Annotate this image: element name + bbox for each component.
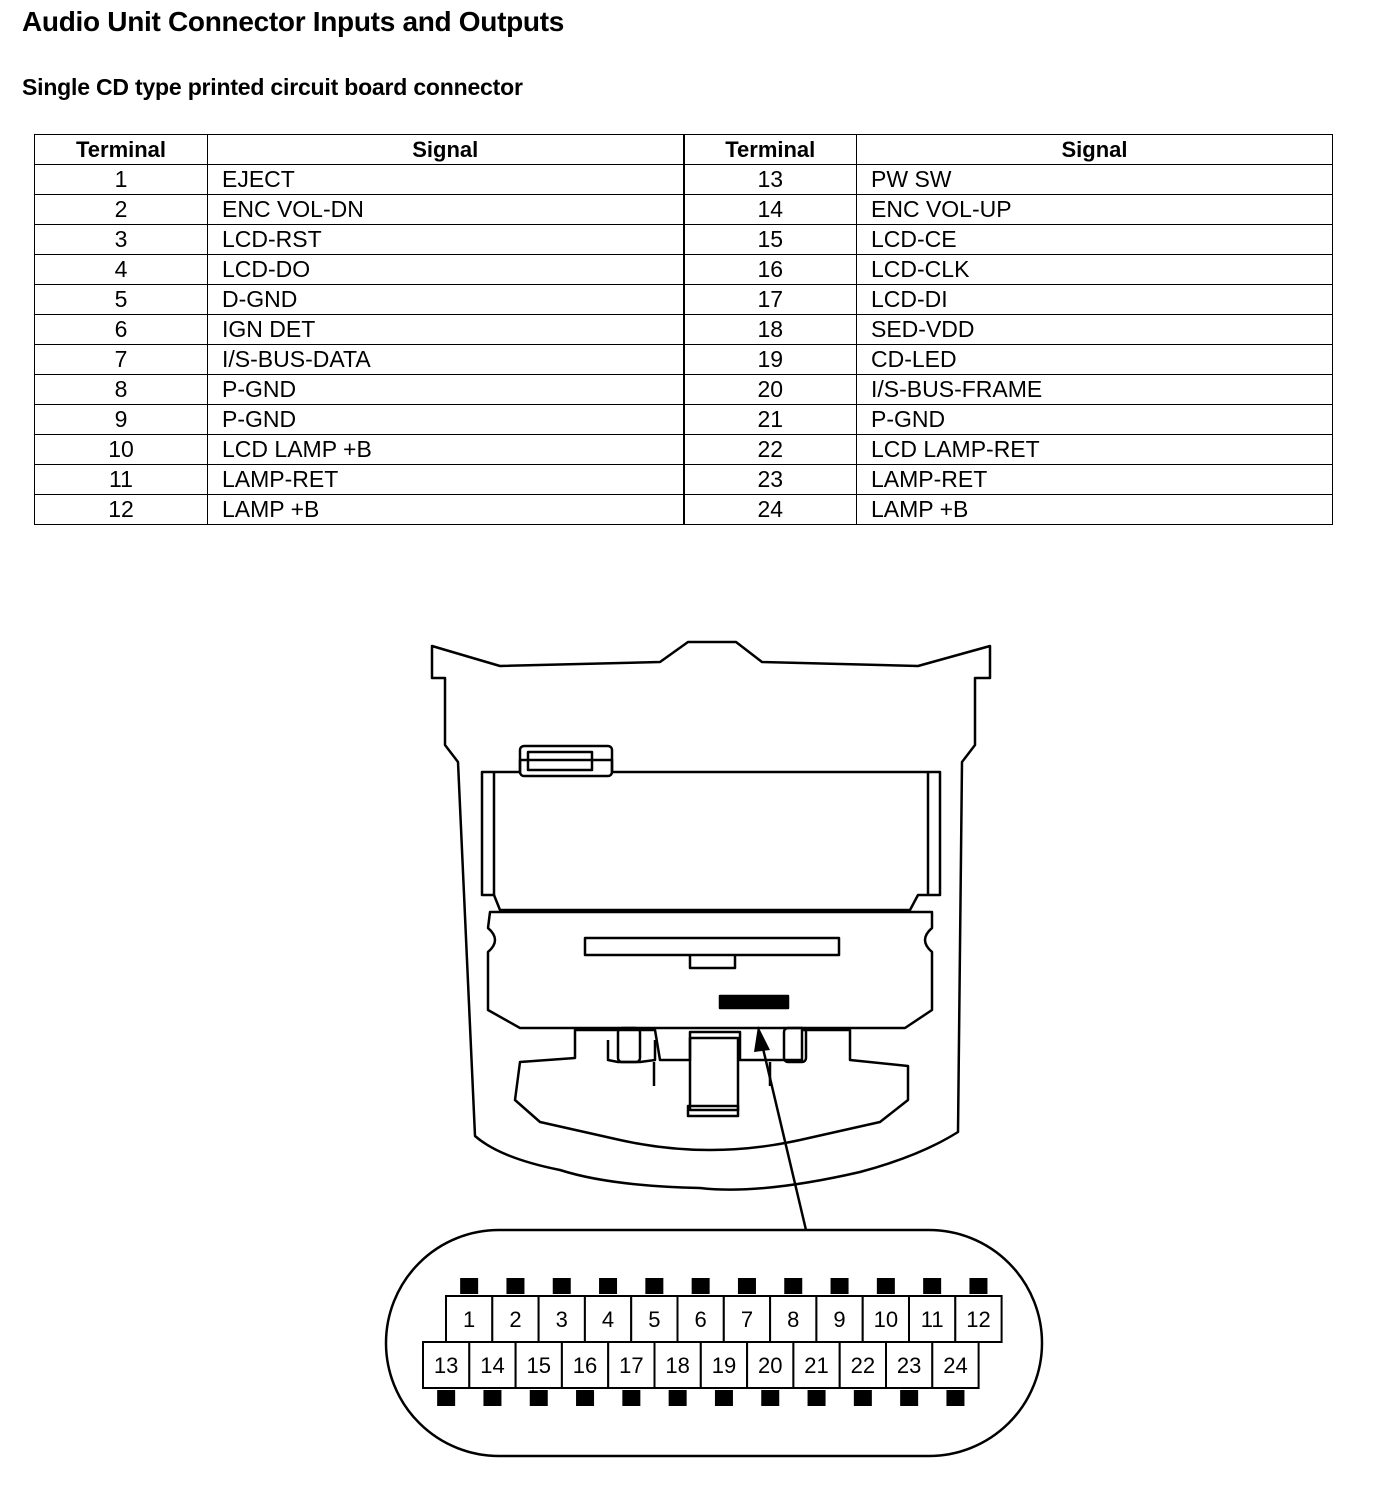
terminal-number-cell: 9 <box>35 405 208 435</box>
pin-cell <box>678 1296 724 1342</box>
terminal-number-cell: 6 <box>35 315 208 345</box>
pin-number: 24 <box>943 1353 968 1378</box>
pin-number: 5 <box>648 1307 661 1332</box>
signal-name-cell: SED-VDD <box>857 315 1333 345</box>
signal-name-cell: EJECT <box>208 165 684 195</box>
terminal-number-cell: 17 <box>684 285 857 315</box>
signal-name-cell: P-GND <box>208 375 684 405</box>
pin-tab <box>645 1278 663 1294</box>
table-row <box>35 225 1333 255</box>
terminal-number-cell: 20 <box>684 375 857 405</box>
signal-name-cell: LAMP-RET <box>208 465 684 495</box>
pin-number: 9 <box>833 1307 846 1332</box>
pin-number: 1 <box>463 1307 476 1332</box>
terminal-number-cell: 19 <box>684 345 857 375</box>
pin-cell <box>724 1296 770 1342</box>
top-pin-tabs <box>460 1278 987 1294</box>
signal-name-cell: LCD-DI <box>857 285 1333 315</box>
pin-cell <box>539 1296 585 1342</box>
pin-cell <box>608 1342 654 1388</box>
bottom-pin-tabs <box>437 1390 964 1406</box>
pin-tab <box>599 1278 617 1294</box>
table-row <box>35 345 1333 375</box>
table-row <box>35 315 1333 345</box>
pin-number: 14 <box>480 1353 505 1378</box>
pin-number: 17 <box>619 1353 644 1378</box>
pin-cell <box>631 1296 677 1342</box>
pin-cell <box>655 1342 701 1388</box>
table-row <box>35 435 1333 465</box>
pin-cell <box>562 1342 608 1388</box>
terminal-number-cell: 13 <box>684 165 857 195</box>
pin-number: 10 <box>873 1307 899 1332</box>
pin-number: 4 <box>601 1307 615 1332</box>
signal-name-cell: LCD-RST <box>208 225 684 255</box>
pin-tab <box>854 1390 872 1406</box>
signal-name-cell: D-GND <box>208 285 684 315</box>
terminal-number-cell: 2 <box>35 195 208 225</box>
signal-name-cell: LCD-CE <box>857 225 1333 255</box>
pin-tab <box>784 1278 802 1294</box>
pin-tab <box>969 1278 987 1294</box>
terminal-number-cell: 15 <box>684 225 857 255</box>
pin-number: 8 <box>787 1307 800 1332</box>
table-row <box>35 375 1333 405</box>
pin-tab <box>715 1390 733 1406</box>
signal-name-cell: LAMP +B <box>857 495 1333 525</box>
pin-tab <box>483 1390 501 1406</box>
pin-tab <box>530 1390 548 1406</box>
pin-tab <box>761 1390 779 1406</box>
pin-cell <box>770 1296 816 1342</box>
signal-name-cell: LCD-DO <box>208 255 684 285</box>
pin-cell <box>701 1342 747 1388</box>
pin-cell <box>816 1296 862 1342</box>
table-header-row <box>35 135 1333 165</box>
terminal-number-cell: 14 <box>684 195 857 225</box>
audio-unit-diagram <box>0 560 1376 1488</box>
signal-name-cell: IGN DET <box>208 315 684 345</box>
table-row <box>35 495 1333 525</box>
pin-number: 16 <box>572 1353 598 1378</box>
page-title: Audio Unit Connector Inputs and Outputs <box>22 6 565 37</box>
pin-number: 22 <box>850 1353 876 1378</box>
signal-name-cell: I/S-BUS-DATA <box>208 345 684 375</box>
pin-number: 15 <box>526 1353 551 1378</box>
signal-name-cell: ENC VOL-DN <box>208 195 684 225</box>
header-terminal-right: Terminal <box>684 135 857 165</box>
top-pin-row <box>446 1296 1002 1342</box>
table-row <box>35 195 1333 225</box>
terminal-number-cell: 3 <box>35 225 208 255</box>
pin-tab <box>669 1390 687 1406</box>
pin-number: 23 <box>896 1353 922 1378</box>
signal-name-cell: CD-LED <box>857 345 1333 375</box>
terminal-number-cell: 18 <box>684 315 857 345</box>
terminal-signal-table <box>34 134 1333 525</box>
pin-number: 6 <box>694 1307 707 1332</box>
pin-tab <box>692 1278 710 1294</box>
pin-cell <box>516 1342 562 1388</box>
signal-name-cell: LCD-CLK <box>857 255 1333 285</box>
signal-name-cell: LCD LAMP-RET <box>857 435 1333 465</box>
pin-cell <box>585 1296 631 1342</box>
pin-cell <box>423 1342 469 1388</box>
header-signal-right: Signal <box>857 135 1333 165</box>
terminal-number-cell: 21 <box>684 405 857 435</box>
pin-cell <box>840 1342 886 1388</box>
pin-number: 18 <box>665 1353 690 1378</box>
pin-cell <box>886 1342 932 1388</box>
pin-number: 20 <box>758 1353 783 1378</box>
pin-tab <box>946 1390 964 1406</box>
pin-tab <box>831 1278 849 1294</box>
signal-name-cell: ENC VOL-UP <box>857 195 1333 225</box>
pin-number: 21 <box>804 1353 829 1378</box>
header-terminal-left: Terminal <box>35 135 208 165</box>
pin-tab <box>738 1278 756 1294</box>
pin-cell <box>932 1342 978 1388</box>
pin-cell <box>863 1296 909 1342</box>
signal-name-cell: LAMP-RET <box>857 465 1333 495</box>
table-row <box>35 255 1333 285</box>
signal-name-cell: P-GND <box>857 405 1333 435</box>
pin-tab <box>808 1390 826 1406</box>
pin-tab <box>460 1278 478 1294</box>
table-row <box>35 465 1333 495</box>
terminal-number-cell: 23 <box>684 465 857 495</box>
signal-name-cell: LAMP +B <box>208 495 684 525</box>
pin-number: 13 <box>433 1353 459 1378</box>
connector-face <box>386 1230 1042 1456</box>
pin-cell <box>747 1342 793 1388</box>
terminal-number-cell: 8 <box>35 375 208 405</box>
pin-tab <box>553 1278 571 1294</box>
pin-cell <box>955 1296 1001 1342</box>
table-row <box>35 285 1333 315</box>
terminal-number-cell: 5 <box>35 285 208 315</box>
signal-name-cell: PW SW <box>857 165 1333 195</box>
table-row <box>35 165 1333 195</box>
terminal-number-cell: 24 <box>684 495 857 525</box>
pin-tab <box>877 1278 895 1294</box>
terminal-number-cell: 10 <box>35 435 208 465</box>
terminal-number-cell: 4 <box>35 255 208 285</box>
pin-tab <box>923 1278 941 1294</box>
pin-cell <box>793 1342 839 1388</box>
signal-name-cell: LCD LAMP +B <box>208 435 684 465</box>
pin-number: 2 <box>509 1307 522 1332</box>
pin-tab <box>576 1390 594 1406</box>
table-body <box>35 165 1333 525</box>
signal-name-cell: P-GND <box>208 405 684 435</box>
pin-tab <box>622 1390 640 1406</box>
leader-arrow <box>754 1026 806 1230</box>
terminal-number-cell: 11 <box>35 465 208 495</box>
audio-unit-outline <box>432 642 990 1190</box>
pin-number: 3 <box>555 1307 568 1332</box>
terminal-number-cell: 12 <box>35 495 208 525</box>
pin-cell <box>492 1296 538 1342</box>
table-row <box>35 405 1333 435</box>
pin-number: 7 <box>740 1307 754 1332</box>
header-signal-left: Signal <box>208 135 684 165</box>
pin-number: 11 <box>920 1307 944 1332</box>
page-subtitle: Single CD type printed circuit board connector <box>22 74 523 100</box>
pin-number: 12 <box>966 1307 991 1332</box>
terminal-number-cell: 16 <box>684 255 857 285</box>
pin-tab <box>437 1390 455 1406</box>
pin-cell <box>446 1296 492 1342</box>
terminal-number-cell: 22 <box>684 435 857 465</box>
terminal-number-cell: 1 <box>35 165 208 195</box>
pin-cell <box>469 1342 515 1388</box>
pin-cell <box>909 1296 955 1342</box>
terminal-number-cell: 7 <box>35 345 208 375</box>
pin-number: 19 <box>711 1353 737 1378</box>
bottom-pin-row <box>423 1342 979 1388</box>
pin-tab <box>506 1278 524 1294</box>
signal-name-cell: I/S-BUS-FRAME <box>857 375 1333 405</box>
pin-tab <box>900 1390 918 1406</box>
